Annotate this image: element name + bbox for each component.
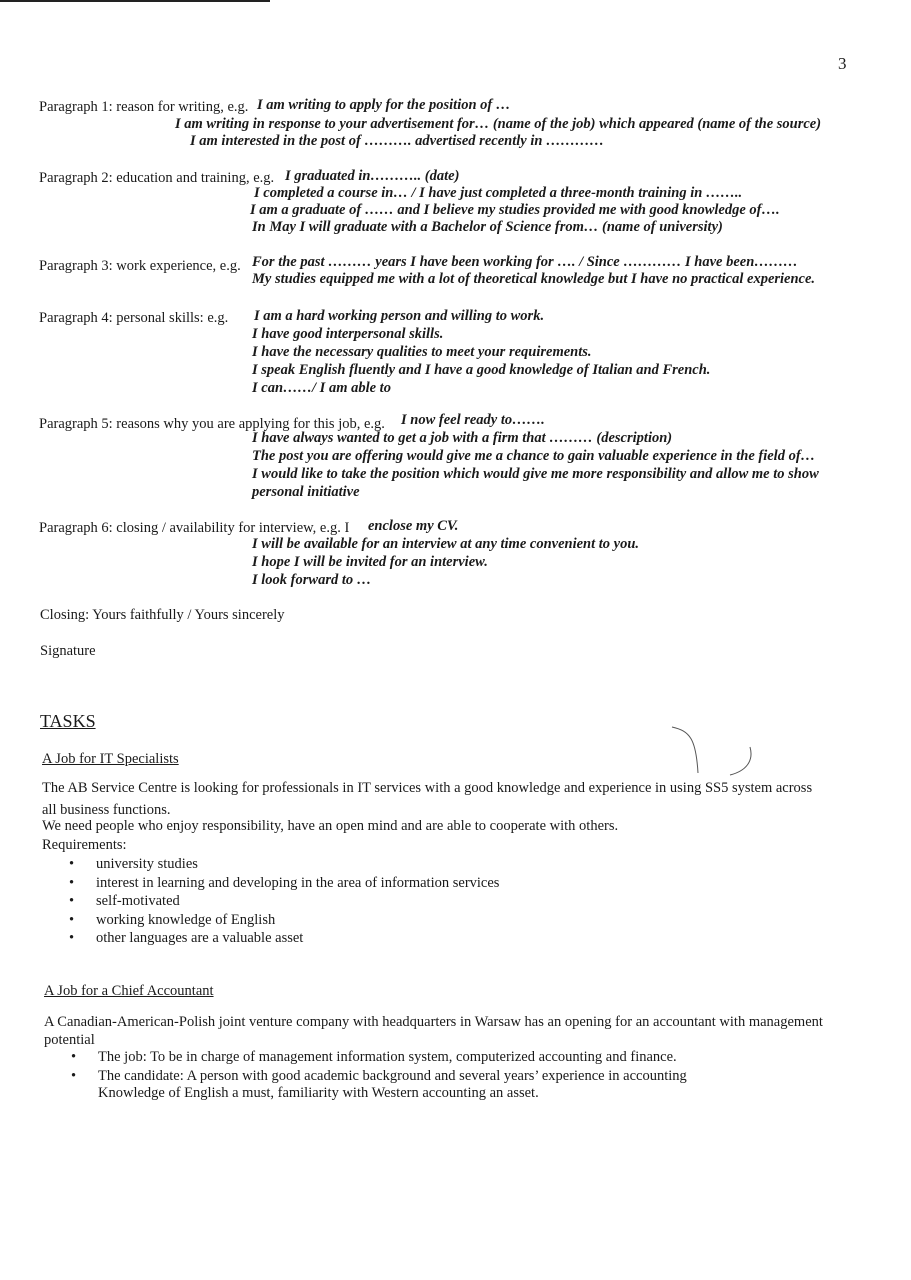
list-item: • university studies <box>96 855 499 874</box>
list-item: • interest in learning and developing in the area of information services <box>96 874 499 893</box>
paragraph-4-example-3: I have the necessary qualities to meet your requirements. <box>252 344 592 360</box>
pencil-mark <box>670 725 760 785</box>
paragraph-6-example-3: I hope I will be invited for an interview. <box>252 554 488 570</box>
paragraph-4-label: Paragraph 4: personal skills: e.g. <box>39 310 229 326</box>
job-it-line-2: all business functions. <box>42 802 171 818</box>
scan-top-line <box>0 0 270 2</box>
paragraph-5-example-2: I have always wanted to get a job with a firm that ……… (description) <box>252 430 673 446</box>
list-item: • other languages are a valuable asset <box>96 929 499 948</box>
paragraph-4-example-5: I can……/ I am able to <box>252 380 391 396</box>
paragraph-4-example-2: I have good interpersonal skills. <box>252 326 444 342</box>
page-number: 3 <box>838 54 847 73</box>
list-item: • The job: To be in charge of management information system, computerized accounting and finance. <box>98 1048 687 1067</box>
paragraph-2-example-3: I am a graduate of …… and I believe my studies provided me with good knowledge of…. <box>250 202 780 218</box>
closing-line: Closing: Yours faithfully / Yours sincerely <box>40 607 285 623</box>
job-accountant-line-1: A Canadian-American-Polish joint venture company with headquarters in Warsaw has an opening for an accountant with management <box>44 1014 823 1030</box>
list-item: • The candidate: A person with good academic background and several years’ experience in accounting <box>98 1067 687 1086</box>
paragraph-5-example-5: personal initiative <box>252 484 360 500</box>
job-it-line-4: Requirements: <box>42 837 127 853</box>
paragraph-5-example-1: I now feel ready to……. <box>401 412 545 428</box>
paragraph-6-example-2: I will be available for an interview at any time convenient to you. <box>252 536 640 552</box>
job-it-line-1: The AB Service Centre is looking for professionals in IT services with a good knowledge and experience in using SS5 system across <box>42 780 813 796</box>
paragraph-2-example-4: In May I will graduate with a Bachelor of Science from… (name of university) <box>252 219 723 235</box>
paragraph-2-example-2: I completed a course in… / I have just completed a three-month training in …….. <box>254 185 743 201</box>
job-accountant-title: A Job for a Chief Accountant <box>44 983 214 999</box>
paragraph-2-example-1: I graduated in……….. (date) <box>285 168 460 184</box>
job-it-requirements-list <box>96 855 499 948</box>
job-it-title: A Job for IT Specialists <box>42 751 179 767</box>
paragraph-3-example-2: My studies equipped me with a lot of theoretical knowledge but I have no practical experience. <box>252 271 816 287</box>
paragraph-2-label: Paragraph 2: education and training, e.g. <box>39 170 275 186</box>
paragraph-1-example-1: I am writing to apply for the position of … <box>257 97 511 113</box>
paragraph-3-label: Paragraph 3: work experience, e.g. <box>39 258 241 274</box>
job-accountant-line-2: potential <box>44 1032 95 1048</box>
paragraph-5-example-4: I would like to take the position which would give me more responsibility and allow me to show <box>252 466 819 482</box>
paragraph-5-example-3: The post you are offering would give me a chance to gain valuable experience in the field of… <box>252 448 816 464</box>
paragraph-4-example-4: I speak English fluently and I have a good knowledge of Italian and French. <box>252 362 711 378</box>
paragraph-1-example-2: I am writing in response to your advertisement for… (name of the job) which appeared (name of the source) <box>175 116 822 132</box>
paragraph-6-label: Paragraph 6: closing / availability for interview, e.g. I <box>39 520 350 536</box>
paragraph-5-label: Paragraph 5: reasons why you are applying for this job, e.g. <box>39 416 385 432</box>
job-accountant-continuation: Knowledge of English a must, familiarity with Western accounting an asset. <box>98 1085 539 1101</box>
paragraph-3-example-1: For the past ……… years I have been working for …. / Since ………… I have been……… <box>252 254 798 270</box>
list-item: • self-motivated <box>96 892 499 911</box>
signature-line: Signature <box>40 643 96 659</box>
tasks-heading: TASKS <box>40 711 96 731</box>
job-accountant-list <box>98 1048 687 1085</box>
paragraph-1-example-3: I am interested in the post of ………. advertised recently in ………… <box>190 133 605 149</box>
paragraph-6-example-4: I look forward to … <box>252 572 372 588</box>
paragraph-1-label: Paragraph 1: reason for writing, e.g. <box>39 99 249 115</box>
paragraph-6-example-1: enclose my CV. <box>368 518 459 534</box>
paragraph-4-example-1: I am a hard working person and willing to work. <box>254 308 545 324</box>
list-item: • working knowledge of English <box>96 911 499 930</box>
job-it-line-3: We need people who enjoy responsibility, have an open mind and are able to cooperate with others. <box>42 818 619 834</box>
